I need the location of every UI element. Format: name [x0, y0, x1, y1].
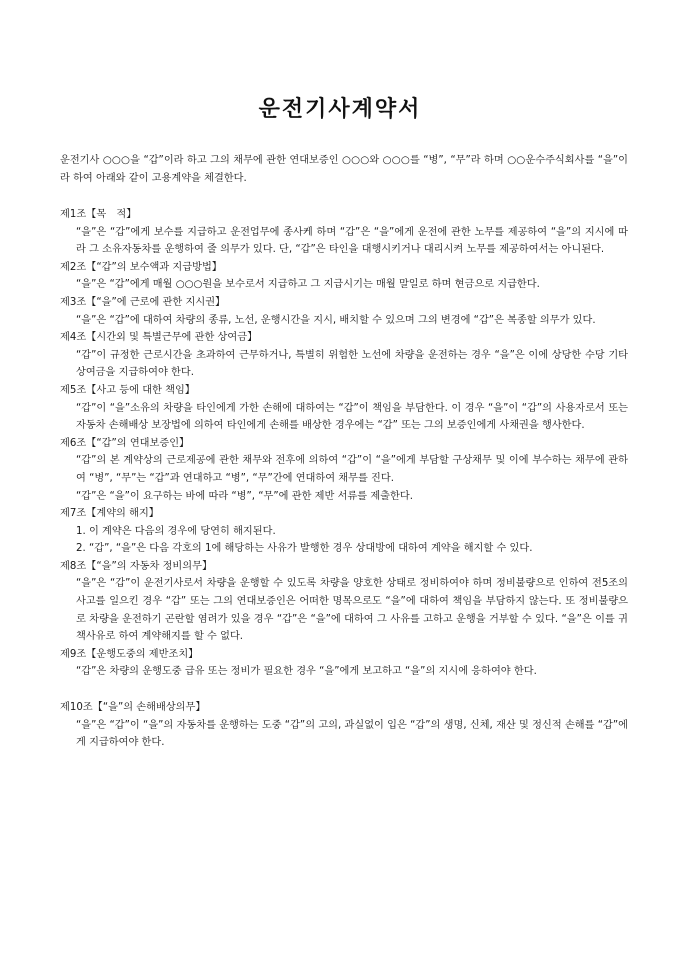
article-body: “을”은 “갑”에 대하여 차량의 종류, 노선, 운행시간을 지시, 배치할 수 있으며 그의 변경에 “갑”은 복종할 의무가 있다. — [76, 314, 596, 326]
article-body: “을”은 “갑”이 “을”의 자동차를 운행하는 도중 “갑”의 고의, 과실없이 입은 “갑”의 생명, 신체, 재산 및 정신적 손해를 “갑”에게 지급하여야 한다. — [76, 719, 628, 749]
article-item: 1. 이 계약은 다음의 경우에 당연히 해지된다. — [76, 525, 276, 537]
article-item: 2. “갑”, “을”은 다음 각호의 1에 해당하는 사유가 발행한 경우 상대방에 대하여 계약을 해지할 수 있다. — [76, 543, 533, 555]
article-heading: 제8조【“을”의 자동차 정비의무】 — [60, 560, 213, 572]
article-6 — [60, 435, 628, 505]
article-body: “갑”의 본 계약상의 근로제공에 관한 채무와 전후에 의하여 “갑”이 “을”에게 부담할 구상채무 및 이에 부수하는 채무에 관하여 “병”, “무”는 “갑”과 연대하고 “병”, “무”간에 연대하여 채무를 진다. — [76, 455, 628, 484]
article-body: “갑”이 규정한 근로시간을 초과하여 근무하거나, 특별히 위험한 노선에 차량을 운전하는 경우 “을”은 이에 상당한 수당 기타 상여금을 지급하여야 한다. — [76, 349, 628, 379]
article-body: “갑”은 차량의 운행도중 급유 또는 정비가 필요한 경우 “을”에게 보고하고 “을”의 지시에 응하여야 한다. — [76, 666, 537, 678]
article-8 — [60, 558, 628, 646]
article-3 — [60, 294, 628, 329]
intro-paragraph: 운전기사 ○○○을 “갑”이라 하고 그의 채무에 관한 연대보증인 ○○○와 ○○○를 “병”, “무”라 하며 ○○운수주식회사를 “을”이라 하여 아래와 같이 고용계약을 체결한다. — [60, 155, 628, 184]
article-heading: 제4조【시간외 및 특별근무에 관한 상여금】 — [60, 332, 258, 344]
article-heading: 제7조【계약의 해지】 — [60, 508, 159, 520]
article-body: “을”은 “갑”에게 보수를 지급하고 운전업무에 종사케 하며 “갑”은 “을”에게 운전에 관한 노무를 제공하여 “을”의 지시에 따라 그 소유자동차를 운행하여 줄 의무가 있다. 단, “갑”은 타인을 대행시키거나 대리시켜 노무를 제공하여서는 아니된다. — [76, 226, 628, 256]
articles-list — [60, 206, 628, 752]
document-title: 운전기사계약서 — [258, 97, 422, 122]
article-body: “갑”이 “을”소유의 차량을 타인에게 가한 손해에 대하여는 “갑”이 책임을 부담한다. 이 경우 “을”이 “갑”의 사용자로서 또는 자동차 손해배상 보장법에 의하여 타인에게 손해를 배상한 경우에는 “갑” 또는 그의 보증인에게 사채권을 행사한다. — [76, 402, 628, 432]
article-heading: 제10조【“을”의 손해배상의무】 — [60, 702, 206, 714]
article-9 — [60, 646, 628, 681]
article-2 — [60, 259, 628, 294]
article-heading: 제3조【“을”에 근로에 관한 지시권】 — [60, 296, 226, 308]
article-heading: 제1조【목 적】 — [60, 209, 137, 220]
article-heading: 제9조【운행도중의 제반조치】 — [60, 648, 199, 660]
article-body: “을”은 “갑”에게 매월 ○○○원을 보수로서 지급하고 그 지급시기는 매월 말일로 하며 현금으로 지급한다. — [76, 279, 540, 291]
article-10 — [60, 699, 628, 752]
article-1 — [60, 206, 628, 259]
article-body-2: “갑”은 “을”이 요구하는 바에 따라 “병”, “무”에 관한 제반 서류를 제출한다. — [76, 490, 413, 502]
article-heading: 제6조【“갑”의 연대보증인】 — [60, 437, 190, 449]
article-7 — [60, 505, 628, 558]
article-body: “을”은 “갑”이 운전기사로서 차량을 운행할 수 있도록 차량을 양호한 상태로 정비하여야 하며 정비불량으로 인하여 전5조의 사고를 일으킨 경우 “갑” 또는 그의 연대보증인은 어떠한 명목으로도 “을”에 대하여 책임을 부담하지 않는다. 또 정비불량으로 차량을 운전하기 곤란할 염려가 있을 경우 “갑”은 “을”에 대하여 그 사유를 고하고 운행을 거부할 수 있다. “을”은 이를 귀책사유로 하여 계약해지를 할 수 없다. — [76, 578, 628, 643]
article-4 — [60, 329, 628, 382]
article-heading: 제2조【“갑”의 보수액과 지급방법】 — [60, 261, 222, 273]
article-5 — [60, 382, 628, 435]
article-heading: 제5조【사고 등에 대한 책임】 — [60, 384, 195, 396]
